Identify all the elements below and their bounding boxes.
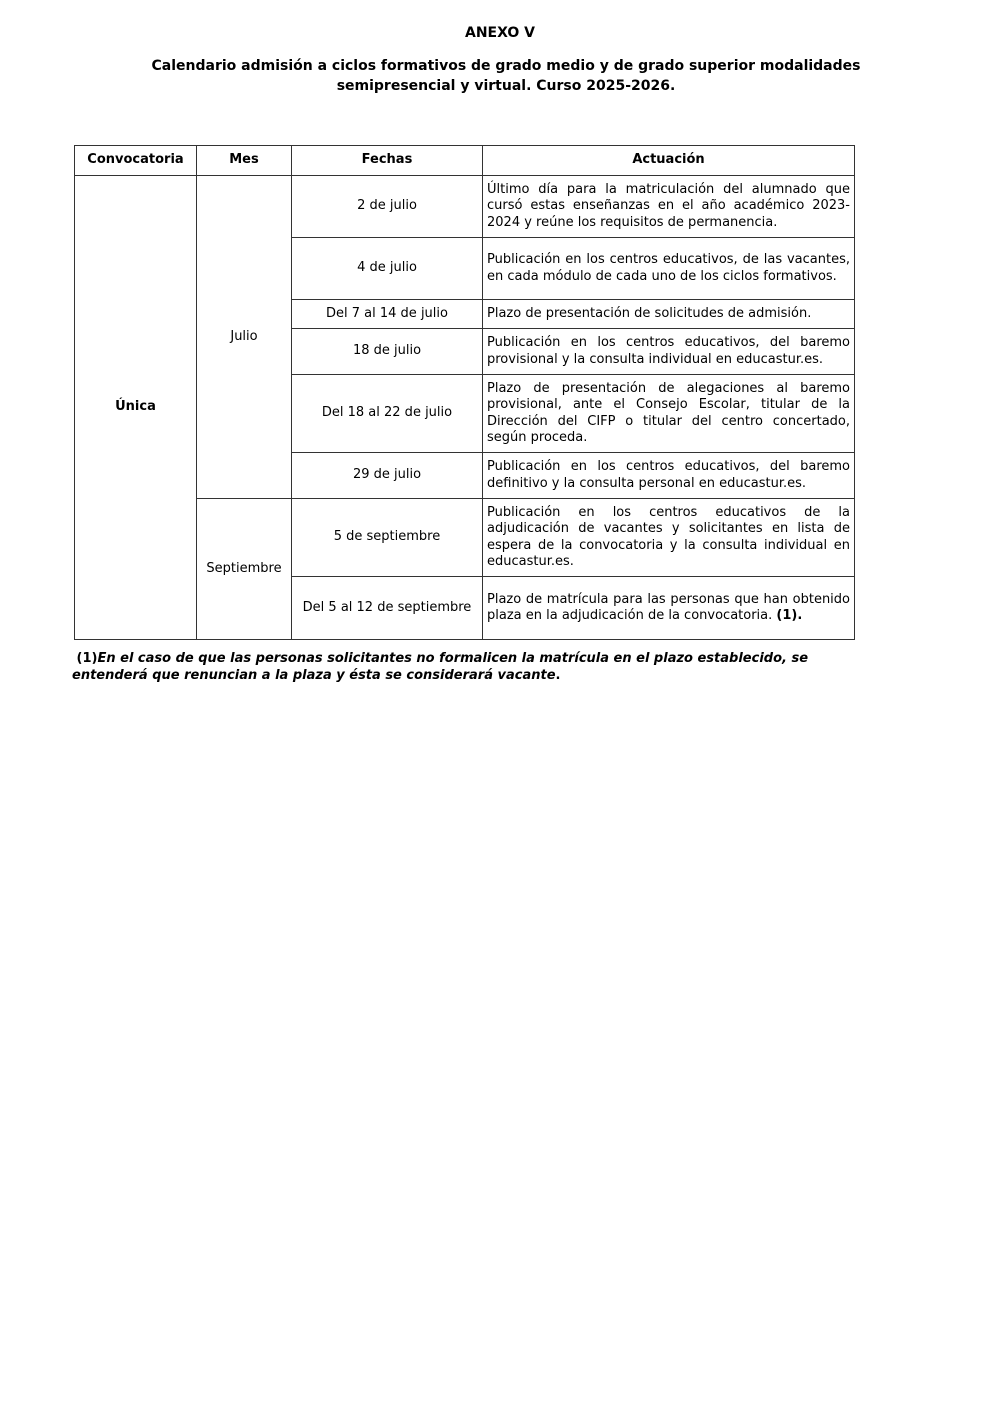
actuacion-cell: Publicación en los centros educativos de la adjudicación de vacantes y solicitantes en lista de espera de la convocatoria y la consulta individual en educastur.es. xyxy=(483,499,855,577)
header-convocatoria: Convocatoria xyxy=(75,146,197,176)
month-cell-julio: Julio xyxy=(197,176,292,499)
convocatoria-cell: Única xyxy=(75,176,197,640)
fecha-cell: Del 7 al 14 de julio xyxy=(292,300,483,329)
actuacion-cell xyxy=(483,577,855,640)
header-fechas: Fechas xyxy=(292,146,483,176)
month-cell-septiembre: Septiembre xyxy=(197,499,292,640)
actuacion-cell: Publicación en los centros educativos, de las vacantes, en cada módulo de cada uno de los ciclos formativos. xyxy=(483,238,855,300)
actuacion-cell: Último día para la matriculación del alumnado que cursó estas enseñanzas en el año académico 2023-2024 y reúne los requisitos de permanencia. xyxy=(483,176,855,238)
fecha-cell: Del 18 al 22 de julio xyxy=(292,375,483,453)
fecha-cell: 18 de julio xyxy=(292,329,483,375)
actuacion-cell: Plazo de presentación de solicitudes de admisión. xyxy=(483,300,855,329)
table-header-row xyxy=(75,146,855,176)
header-mes: Mes xyxy=(197,146,292,176)
fecha-cell: 4 de julio xyxy=(292,238,483,300)
annex-title: ANEXO V xyxy=(464,25,536,41)
actuacion-cell: Publicación en los centros educativos, del baremo definitivo y la consulta personal en educastur.es. xyxy=(483,453,855,499)
calendar-table xyxy=(74,145,855,640)
footnote-reference: (1). xyxy=(776,608,803,623)
header-actuacion: Actuación xyxy=(483,146,855,176)
table-row xyxy=(75,176,855,238)
fecha-cell: Del 5 al 12 de septiembre xyxy=(292,577,483,640)
fecha-cell: 29 de julio xyxy=(292,453,483,499)
fecha-cell: 2 de julio xyxy=(292,176,483,238)
footnote-marker: (1) xyxy=(76,651,98,666)
fecha-cell: 5 de septiembre xyxy=(292,499,483,577)
actuacion-cell: Publicación en los centros educativos, del baremo provisional y la consulta individual en educastur.es. xyxy=(483,329,855,375)
actuacion-text: Plazo de matrícula para las personas que han obtenido plaza en la adjudicación de la convocatoria. xyxy=(487,591,850,623)
footnote xyxy=(72,651,862,684)
actuacion-cell: Plazo de presentación de alegaciones al baremo provisional, ante el Consejo Escolar, titular de la Dirección del CIFP o titular del centro concertado, según proceda. xyxy=(483,375,855,453)
footnote-text: En el caso de que las personas solicitantes no formalicen la matrícula en el plazo establecido, se entenderá que renuncian a la plaza y ésta se considerará vacante xyxy=(72,651,809,683)
footnote-end: . xyxy=(555,667,561,683)
document-subtitle: Calendario admisión a ciclos formativos de grado medio y de grado superior modalidades semipresencial y virtual. Curso 2025-2026. xyxy=(151,58,861,94)
